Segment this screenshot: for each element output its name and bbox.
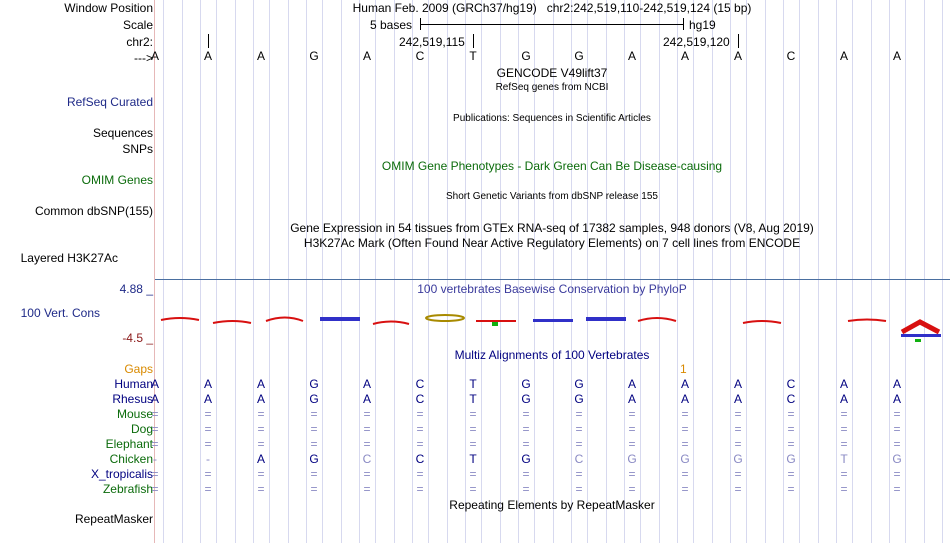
species-label-chicken[interactable]: Chicken [109, 452, 153, 466]
alignment-base: = [469, 482, 477, 496]
alignment-base: C [574, 452, 584, 466]
phylop-positive-score [901, 334, 941, 337]
alignment-base: = [787, 482, 795, 496]
scale-assembly-label: hg19 [689, 18, 716, 32]
phylop-positive-score [492, 322, 498, 326]
grid-line [447, 0, 448, 543]
alignment-base: = [204, 437, 212, 451]
alignment-base: A [839, 377, 849, 391]
grid-line [818, 0, 819, 543]
ruler-tick [473, 34, 474, 48]
h3k27ac-track-title: H3K27Ac Mark (Often Found Near Active Regulatory Elements) on 7 cell lines from ENCODE [303, 236, 801, 250]
phylop-negative-score [743, 321, 781, 323]
alignment-base: = [628, 437, 636, 451]
ruler-tick-label: 242,519,120 [663, 35, 730, 49]
alignment-base: G [680, 452, 690, 466]
alignment-base: = [575, 407, 583, 421]
alignment-base: G [892, 452, 902, 466]
alignment-base: = [310, 407, 318, 421]
grid-line [216, 0, 217, 543]
alignment-base: = [363, 437, 371, 451]
alignment-base: = [257, 407, 265, 421]
alignment-base: = [840, 407, 848, 421]
phylop-positive-score [915, 339, 921, 342]
phylop-negative-score [902, 322, 939, 332]
alignment-base: = [681, 407, 689, 421]
gap-count: 1 [680, 362, 687, 376]
alignment-base: = [840, 467, 848, 481]
species-label-human[interactable]: Human [114, 377, 153, 391]
reference-base: A [892, 49, 902, 63]
reference-base: A [256, 49, 266, 63]
track-label-gaps[interactable]: Gaps [124, 362, 153, 376]
phylop-positive-score [320, 317, 360, 321]
alignment-base: C [415, 392, 425, 406]
multiz-track-title: Multiz Alignments of 100 Vertebrates [454, 348, 650, 362]
grid-line [836, 0, 837, 543]
dbsnp-track-title: Short Genetic Variants from dbSNP release 155 [446, 191, 658, 202]
phylop-ymax-label: 4.88 _ [119, 282, 153, 296]
alignment-base: G [574, 392, 584, 406]
reference-base: G [574, 49, 584, 63]
scale-label: Scale [122, 18, 153, 32]
track-label-phylop[interactable]: 100 Vert. Cons [20, 306, 100, 320]
alignment-base: A [203, 377, 213, 391]
grid-line [693, 0, 694, 543]
grid-line [624, 0, 625, 543]
grid-line [712, 0, 713, 543]
alignment-base: = [681, 422, 689, 436]
repeatmasker-track-title: Repeating Elements by RepeatMasker [449, 498, 655, 512]
grid-line [905, 0, 906, 543]
track-label-dbsnp[interactable]: Common dbSNP(155) [34, 204, 153, 218]
grid-line [253, 0, 254, 543]
reference-base: A [150, 49, 160, 63]
reference-base: C [786, 49, 796, 63]
species-label-dog[interactable]: Dog [130, 422, 153, 436]
alignment-base: A [680, 377, 690, 391]
alignment-base: = [893, 437, 901, 451]
alignment-base: = [151, 467, 159, 481]
alignment-base: = [151, 482, 159, 496]
alignment-base: = [840, 482, 848, 496]
alignment-base: C [415, 452, 425, 466]
grid-line [235, 0, 236, 543]
grid-line [889, 0, 890, 543]
omim-track-title: OMIM Gene Phenotypes - Dark Green Can Be Disease-causing [381, 159, 723, 173]
alignment-base: = [734, 482, 742, 496]
publications-track-title: Publications: Sequences in Scientific Articles [453, 113, 651, 124]
window-position-label: Window Position [64, 1, 153, 15]
alignment-base: = [310, 437, 318, 451]
alignment-base: = [204, 407, 212, 421]
alignment-base: G [309, 452, 319, 466]
grid-line [924, 0, 925, 543]
alignment-base: = [310, 422, 318, 436]
alignment-base: = [363, 482, 371, 496]
alignment-base: = [522, 482, 530, 496]
alignment-base: = [469, 437, 477, 451]
species-label-rhesus[interactable]: Rhesus [112, 392, 153, 406]
alignment-base: = [840, 422, 848, 436]
track-label-omim[interactable]: OMIM Genes [81, 173, 153, 187]
alignment-base: A [627, 377, 637, 391]
alignment-base: - [153, 452, 157, 466]
alignment-base: = [416, 422, 424, 436]
phylop-positive-score [533, 319, 573, 322]
grid-line [799, 0, 800, 543]
alignment-base: = [416, 407, 424, 421]
grid-line [677, 0, 678, 543]
ruler-tick-label: 242,519,115 [399, 35, 465, 49]
grid-line [852, 0, 853, 543]
phylop-negative-score [213, 321, 251, 323]
alignment-base: G [574, 377, 584, 391]
grid-line [375, 0, 376, 543]
alignment-base: = [257, 482, 265, 496]
alignment-base: = [469, 422, 477, 436]
grid-line [746, 0, 747, 543]
alignment-base: G [521, 392, 531, 406]
alignment-base: = [787, 467, 795, 481]
alignment-base: A [892, 377, 902, 391]
alignment-base: A [362, 392, 372, 406]
grid-line [765, 0, 766, 543]
alignment-base: C [415, 377, 425, 391]
alignment-base: = [787, 422, 795, 436]
phylop-negative-score [848, 320, 886, 322]
species-label-mouse[interactable]: Mouse [116, 407, 153, 421]
phylop-wiggle [155, 306, 950, 346]
grid-line [322, 0, 323, 543]
alignment-base: = [787, 407, 795, 421]
alignment-base: = [681, 467, 689, 481]
grid-line [783, 0, 784, 543]
refseq-track-subtitle: RefSeq genes from NCBI [495, 82, 609, 93]
alignment-base: = [204, 467, 212, 481]
track-label-refseq[interactable]: RefSeq Curated [66, 95, 153, 109]
phylop-ymin-label: -4.5 _ [122, 331, 153, 345]
alignment-base: = [363, 467, 371, 481]
track-label-repeatmasker[interactable]: RepeatMasker [74, 512, 153, 526]
alignment-base: = [522, 467, 530, 481]
track-label-h3k27ac[interactable]: Layered H3K27Ac [20, 251, 118, 265]
reference-base: G [521, 49, 531, 63]
position-range: chr2:242,519,110-242,519,124 (15 bp) [546, 1, 752, 15]
phylop-negative-score [161, 318, 199, 320]
alignment-base: = [204, 422, 212, 436]
grid-line [428, 0, 429, 543]
alignment-base: = [734, 467, 742, 481]
alignment-base: = [681, 437, 689, 451]
alignment-base: T [469, 377, 477, 391]
phylop-negative-score [266, 318, 303, 322]
alignment-base: A [256, 392, 266, 406]
alignment-base: = [628, 407, 636, 421]
alignment-base: G [309, 377, 319, 391]
reference-base: G [309, 49, 319, 63]
alignment-base: = [893, 422, 901, 436]
alignment-base: = [469, 407, 477, 421]
alignment-base: = [628, 422, 636, 436]
alignment-base: = [575, 467, 583, 481]
alignment-base: = [416, 467, 424, 481]
alignment-base: A [733, 392, 743, 406]
alignment-base: = [257, 467, 265, 481]
alignment-base: G [627, 452, 637, 466]
alignment-base: G [786, 452, 796, 466]
alignment-base: = [151, 422, 159, 436]
ruler-tick [208, 34, 209, 48]
phylop-positive-score [586, 317, 626, 321]
alignment-base: A [733, 377, 743, 391]
alignment-base: = [575, 482, 583, 496]
reference-base: A [680, 49, 690, 63]
grid-line [640, 0, 641, 543]
grid-line [659, 0, 660, 543]
assembly-name: Human Feb. 2009 (GRCh37/hg19) [352, 1, 537, 15]
phylop-negative-score [373, 322, 409, 325]
reference-base: A [627, 49, 637, 63]
alignment-base: A [892, 392, 902, 406]
alignment-base: = [257, 422, 265, 436]
reference-base: C [415, 49, 425, 63]
alignment-base: A [839, 392, 849, 406]
track-label-sequences[interactable]: Sequences [92, 126, 153, 140]
ruler-tick [738, 34, 739, 48]
alignment-base: = [893, 482, 901, 496]
grid-line [412, 0, 413, 543]
alignment-base: A [627, 392, 637, 406]
alignment-base: = [575, 437, 583, 451]
track-label-snps[interactable]: SNPs [122, 142, 153, 156]
phylop-negative-score [638, 318, 676, 321]
alignment-base: = [151, 407, 159, 421]
alignment-base: G [733, 452, 743, 466]
grid-line [341, 0, 342, 543]
alignment-base: = [257, 437, 265, 451]
strand-label[interactable]: ---> [134, 51, 153, 65]
alignment-base: C [786, 377, 796, 391]
chrom-label: chr2: [126, 35, 153, 49]
alignment-base: A [256, 377, 266, 391]
alignment-base: = [522, 407, 530, 421]
reference-base: A [362, 49, 372, 63]
alignment-base: = [204, 482, 212, 496]
grid-line [730, 0, 731, 543]
alignment-base: = [787, 437, 795, 451]
alignment-base: = [893, 467, 901, 481]
alignment-base: = [416, 482, 424, 496]
alignment-base: A [680, 392, 690, 406]
reference-base: A [203, 49, 213, 63]
track-label-column [0, 0, 155, 543]
alignment-base: = [681, 482, 689, 496]
species-label-x-tropicalis[interactable]: X_tropicalis [90, 467, 153, 481]
grid-line [394, 0, 395, 543]
phylop-track-title: 100 vertebrates Basewise Conservation by PhyloP [417, 282, 687, 296]
reference-base: A [839, 49, 849, 63]
grid-line [200, 0, 201, 543]
species-label-zebrafish[interactable]: Zebrafish [102, 482, 153, 496]
alignment-base: = [310, 467, 318, 481]
alignment-base: - [206, 452, 210, 466]
alignment-base: = [734, 437, 742, 451]
grid-line [163, 0, 164, 543]
alignment-base: = [469, 467, 477, 481]
alignment-base: C [362, 452, 372, 466]
alignment-base: = [734, 422, 742, 436]
grid-line [481, 0, 482, 543]
alignment-base: = [734, 407, 742, 421]
alignment-base: = [628, 467, 636, 481]
alignment-base: = [893, 407, 901, 421]
alignment-base: = [522, 437, 530, 451]
alignment-base: = [363, 422, 371, 436]
alignment-base: A [362, 377, 372, 391]
grid-line [942, 0, 943, 543]
alignment-base: = [628, 482, 636, 496]
scale-bar-label: 5 bases [370, 18, 413, 32]
species-label-elephant[interactable]: Elephant [105, 437, 153, 451]
reference-base: T [469, 49, 477, 63]
reference-base: A [733, 49, 743, 63]
grid-line [871, 0, 872, 543]
alignment-base: = [575, 422, 583, 436]
phylop-negative-score [476, 320, 516, 322]
grid-line [465, 0, 466, 543]
alignment-base: C [786, 392, 796, 406]
window-position-text [353, 1, 752, 15]
grid-line [306, 0, 307, 543]
gtex-track-title: Gene Expression in 54 tissues from GTEx RNA-seq of 17382 samples, 948 donors (V8, Aug 2019) [290, 221, 814, 235]
phylop-positive-score [426, 315, 464, 321]
phylop-track-top-border [155, 279, 950, 280]
alignment-base: T [469, 392, 477, 406]
alignment-base: G [309, 392, 319, 406]
alignment-base: G [521, 377, 531, 391]
grid-line [288, 0, 289, 543]
alignment-base: A [150, 377, 160, 391]
grid-line [359, 0, 360, 543]
browser-image-area[interactable] [150, 0, 950, 543]
scale-bar [420, 18, 684, 30]
alignment-base: G [521, 452, 531, 466]
alignment-base: = [151, 437, 159, 451]
grid-line [269, 0, 270, 543]
alignment-base: T [469, 452, 477, 466]
alignment-base: A [256, 452, 266, 466]
alignment-base: A [203, 392, 213, 406]
alignment-base: = [522, 422, 530, 436]
alignment-base: = [310, 482, 318, 496]
alignment-base: = [416, 437, 424, 451]
grid-line [182, 0, 183, 543]
alignment-base: T [840, 452, 848, 466]
gencode-track-title: GENCODE V49lift37 [496, 66, 608, 80]
alignment-base: = [840, 437, 848, 451]
alignment-base: = [363, 407, 371, 421]
alignment-base: A [150, 392, 160, 406]
